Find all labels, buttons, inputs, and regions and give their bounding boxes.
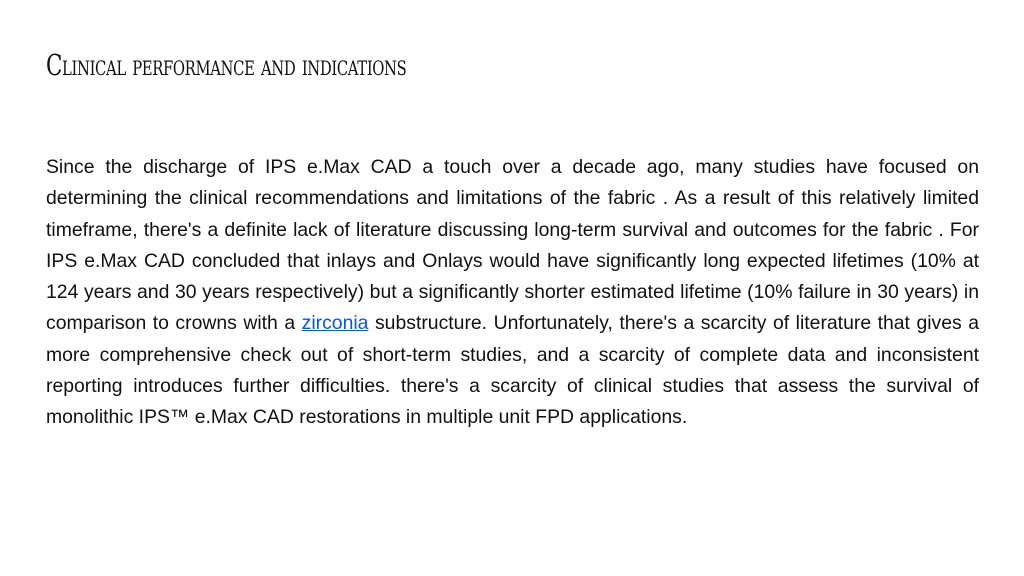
slide-title: Clinical performance and indications <box>46 48 407 82</box>
zirconia-link[interactable]: zirconia <box>301 312 369 335</box>
paragraph-text-after-link: substructure. Unfortunately, there's a scarcity of literature that gives a more comprehensive check out of short-term studies, and a scarcity of complete data and inconsistent reporting introduces further difficulties. there's a scarcity of clinical studies that assess the survival of monolithic IPS™ e.Max CAD restorations in multiple unit FPD applications. <box>46 312 980 429</box>
paragraph-text-before-link: Since the discharge of IPS e.Max CAD a touch over a decade ago, many studies have focused on determining the clinical recommendations and limitations of the fabric . As a result of this relatively limited timeframe, there's a definite lack of literature discussing long-term survival and outcomes for the fabric . For IPS e.Max CAD concluded that inlays and Onlays would have significantly long expected lifetimes (10% at 124 years and 30 years respectively) but a significantly shorter estimated lifetime (10% failure in 30 years) in comparison to crowns with a <box>46 156 979 335</box>
body-paragraph <box>46 152 979 434</box>
